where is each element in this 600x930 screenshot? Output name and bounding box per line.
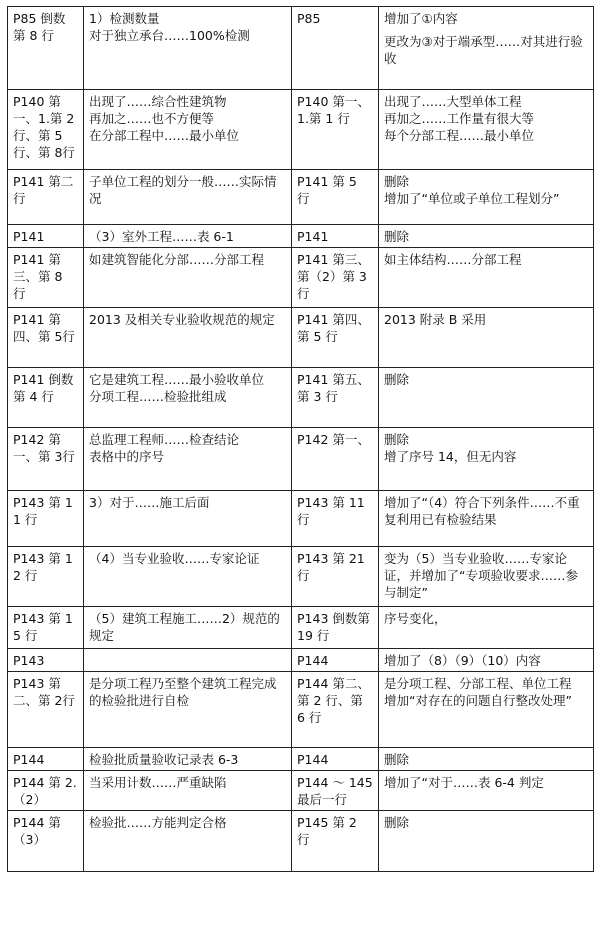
new-location-cell bbox=[292, 170, 379, 225]
cell-text: 在分部工程中……最小单位 bbox=[89, 128, 240, 143]
table-row bbox=[8, 748, 594, 771]
cell-text: P142 第一、第 3行 bbox=[13, 432, 75, 464]
cell-text: 再加之……也不方便等 bbox=[89, 111, 215, 126]
table-row bbox=[8, 649, 594, 672]
cell-text: 增了序号 14，但无内容 bbox=[384, 449, 517, 464]
cell-text: P143 第 12 行 bbox=[13, 551, 73, 583]
page-line-cell bbox=[8, 368, 84, 428]
original-text-cell bbox=[84, 308, 292, 368]
new-location-cell bbox=[292, 428, 379, 491]
page-line-cell bbox=[8, 748, 84, 771]
cell-text: 再加之……工作量有很大等 bbox=[384, 111, 535, 126]
page-line-cell bbox=[8, 607, 84, 649]
table-row bbox=[8, 547, 594, 607]
table-row bbox=[8, 7, 594, 90]
cell-text: P141 第五、第 3 行 bbox=[297, 372, 370, 404]
original-text-cell bbox=[84, 811, 292, 872]
cell-text: P141 第 5 行 bbox=[297, 174, 357, 206]
cell-text: P144 ～ 145最后一行 bbox=[297, 775, 373, 807]
cell-text: 每个分部工程……最小单位 bbox=[384, 128, 535, 143]
change-cell bbox=[379, 649, 594, 672]
change-cell bbox=[379, 811, 594, 872]
page-line-cell bbox=[8, 672, 84, 748]
cell-text: P144 bbox=[13, 752, 45, 767]
cell-text: P141 第二行 bbox=[13, 174, 74, 206]
cell-text: 2013 及相关专业验收规范的规定 bbox=[89, 312, 275, 327]
change-cell bbox=[379, 225, 594, 248]
table-row bbox=[8, 90, 594, 170]
cell-text: 如建筑智能化分部……分部工程 bbox=[89, 252, 265, 267]
cell-text: 增加“对存在的问题自行整改处理” bbox=[384, 693, 572, 708]
page-line-cell bbox=[8, 811, 84, 872]
original-text-cell bbox=[84, 248, 292, 308]
cell-text: 增加了（8）（9）（10）内容 bbox=[384, 653, 541, 668]
page-line-cell bbox=[8, 491, 84, 547]
cell-text: 总监理工程师……检查结论 bbox=[89, 432, 240, 447]
cell-text: 子单位工程的划分一般……实际情况 bbox=[89, 174, 277, 206]
cell-text: P144 bbox=[297, 653, 329, 668]
cell-text: P144 第（3） bbox=[13, 815, 61, 847]
cell-text: P141 bbox=[13, 229, 45, 244]
change-cell bbox=[379, 90, 594, 170]
original-text-cell bbox=[84, 771, 292, 811]
cell-text: 增加了“对于……表 6-4 判定 bbox=[384, 775, 544, 790]
cell-text: P144 bbox=[297, 752, 329, 767]
original-text-cell bbox=[84, 225, 292, 248]
cell-text: 增加了“（4）符合下列条件……不重复利用已有检验结果 bbox=[384, 495, 580, 527]
cell-text: P141 第四、第 5行 bbox=[13, 312, 75, 344]
change-cell bbox=[379, 428, 594, 491]
page-line-cell bbox=[8, 248, 84, 308]
new-location-cell bbox=[292, 672, 379, 748]
new-location-cell bbox=[292, 811, 379, 872]
change-cell bbox=[379, 248, 594, 308]
change-cell bbox=[379, 170, 594, 225]
table-row bbox=[8, 170, 594, 225]
original-text-cell bbox=[84, 428, 292, 491]
cell-text: P143 第 15 行 bbox=[13, 611, 73, 643]
new-location-cell bbox=[292, 649, 379, 672]
new-location-cell bbox=[292, 90, 379, 170]
cell-text: P145 第 2 行 bbox=[297, 815, 357, 847]
original-text-cell bbox=[84, 547, 292, 607]
original-text-cell bbox=[84, 170, 292, 225]
change-cell bbox=[379, 607, 594, 649]
cell-text: 2013 附录 B 采用 bbox=[384, 312, 487, 327]
cell-text: P143 第二、第 2行 bbox=[13, 676, 75, 708]
cell-text: 删除 bbox=[384, 174, 410, 189]
page-line-cell bbox=[8, 170, 84, 225]
page-line-cell bbox=[8, 547, 84, 607]
cell-text: P141 第四、第 5 行 bbox=[297, 312, 370, 344]
table-row bbox=[8, 771, 594, 811]
original-text-cell bbox=[84, 90, 292, 170]
table-row bbox=[8, 368, 594, 428]
cell-text: P141 bbox=[297, 229, 329, 244]
cell-text: 增加了“单位或子单位工程划分” bbox=[384, 191, 560, 206]
cell-text: P141 倒数第 4 行 bbox=[13, 372, 74, 404]
cell-text: 变为（5）当专业验收……专家论证，并增加了“专项验收要求……参与制定” bbox=[384, 551, 578, 600]
cell-text: 是分项工程、分部工程、单位工程 bbox=[384, 676, 572, 691]
cell-text: 删除 bbox=[384, 432, 410, 447]
cell-text: P143 第 11 行 bbox=[13, 495, 73, 527]
cell-text: P143 bbox=[13, 653, 45, 668]
cell-text: 3）对于……施工后面 bbox=[89, 495, 210, 510]
cell-text: （3）室外工程……表 6-1 bbox=[89, 229, 234, 244]
original-text-cell bbox=[84, 368, 292, 428]
cell-text: 增加了①内容 bbox=[384, 11, 458, 26]
cell-text: 删除 bbox=[384, 372, 410, 387]
cell-text: 如主体结构……分部工程 bbox=[384, 252, 522, 267]
new-location-cell bbox=[292, 225, 379, 248]
table-row bbox=[8, 225, 594, 248]
cell-text: P144 第二、第 2 行、第 6 行 bbox=[297, 676, 370, 725]
page-line-cell bbox=[8, 649, 84, 672]
table-row bbox=[8, 308, 594, 368]
cell-text: P143 倒数第 19 行 bbox=[297, 611, 370, 643]
cell-text: P85 bbox=[297, 11, 321, 26]
change-cell bbox=[379, 491, 594, 547]
cell-text: 出现了……综合性建筑物 bbox=[89, 94, 227, 109]
new-location-cell bbox=[292, 491, 379, 547]
change-cell bbox=[379, 771, 594, 811]
table-body bbox=[8, 7, 594, 872]
page-line-cell bbox=[8, 428, 84, 491]
original-text-cell bbox=[84, 748, 292, 771]
new-location-cell bbox=[292, 607, 379, 649]
cell-text: 是分项工程乃至整个建筑工程完成的检验批进行自检 bbox=[89, 676, 277, 708]
cell-text: 序号变化， bbox=[384, 611, 447, 626]
original-text-cell bbox=[84, 672, 292, 748]
cell-text: 删除 bbox=[384, 752, 410, 767]
original-text-cell bbox=[84, 607, 292, 649]
table-row bbox=[8, 491, 594, 547]
page-line-cell bbox=[8, 225, 84, 248]
change-cell bbox=[379, 672, 594, 748]
comparison-table bbox=[7, 6, 594, 872]
cell-text: P141 第三、第 8 行 bbox=[13, 252, 63, 301]
cell-text: P85 倒数 bbox=[13, 11, 66, 26]
new-location-cell bbox=[292, 308, 379, 368]
cell-text: P142 第一、 bbox=[297, 432, 370, 447]
cell-text: 检验批……方能判定合格 bbox=[89, 815, 227, 830]
change-cell bbox=[379, 308, 594, 368]
page-line-cell bbox=[8, 308, 84, 368]
new-location-cell bbox=[292, 771, 379, 811]
cell-text: P143 第 11 行 bbox=[297, 495, 365, 527]
page-line-cell bbox=[8, 90, 84, 170]
cell-text: 出现了……大型单体工程 bbox=[384, 94, 522, 109]
table-row bbox=[8, 672, 594, 748]
cell-text: 1）检测数量 bbox=[89, 11, 160, 26]
cell-text: 当采用计数……严重缺陷 bbox=[89, 775, 227, 790]
original-text-cell bbox=[84, 7, 292, 90]
cell-text: （4）当专业验收……专家论证 bbox=[89, 551, 260, 566]
page-line-cell bbox=[8, 771, 84, 811]
cell-text: 检验批质量验收记录表 6-3 bbox=[89, 752, 239, 767]
cell-text: 删除 bbox=[384, 815, 410, 830]
new-location-cell bbox=[292, 748, 379, 771]
table-row bbox=[8, 428, 594, 491]
cell-text: 对于独立承台……100%检测 bbox=[89, 28, 250, 43]
cell-text: 删除 bbox=[384, 229, 410, 244]
cell-text: 分项工程……检验批组成 bbox=[89, 389, 227, 404]
change-cell bbox=[379, 368, 594, 428]
cell-text: （5）建筑工程施工……2）规范的规定 bbox=[89, 611, 280, 643]
new-location-cell bbox=[292, 7, 379, 90]
cell-text: P143 第 21 行 bbox=[297, 551, 365, 583]
change-cell bbox=[379, 7, 594, 90]
cell-text: 更改为③对于端承型……对其进行验收 bbox=[384, 34, 583, 66]
change-cell bbox=[379, 547, 594, 607]
table-row bbox=[8, 607, 594, 649]
cell-text: 表格中的序号 bbox=[89, 449, 165, 464]
table-row bbox=[8, 811, 594, 872]
new-location-cell bbox=[292, 547, 379, 607]
new-location-cell bbox=[292, 248, 379, 308]
cell-text: 第 8 行 bbox=[13, 28, 54, 43]
table-row bbox=[8, 248, 594, 308]
new-location-cell bbox=[292, 368, 379, 428]
cell-text: P144 第 2.（2） bbox=[13, 775, 77, 807]
original-text-cell bbox=[84, 649, 292, 672]
change-cell bbox=[379, 748, 594, 771]
cell-text: P140 第一、1.第 1 行 bbox=[297, 94, 370, 126]
cell-text: P140 第一、1.第 2行、第 5行、第 8行 bbox=[13, 94, 75, 160]
cell-text: P141 第三、第（2）第 3行 bbox=[297, 252, 370, 301]
cell-text: 它是建筑工程……最小验收单位 bbox=[89, 372, 265, 387]
original-text-cell bbox=[84, 491, 292, 547]
page-line-cell bbox=[8, 7, 84, 90]
